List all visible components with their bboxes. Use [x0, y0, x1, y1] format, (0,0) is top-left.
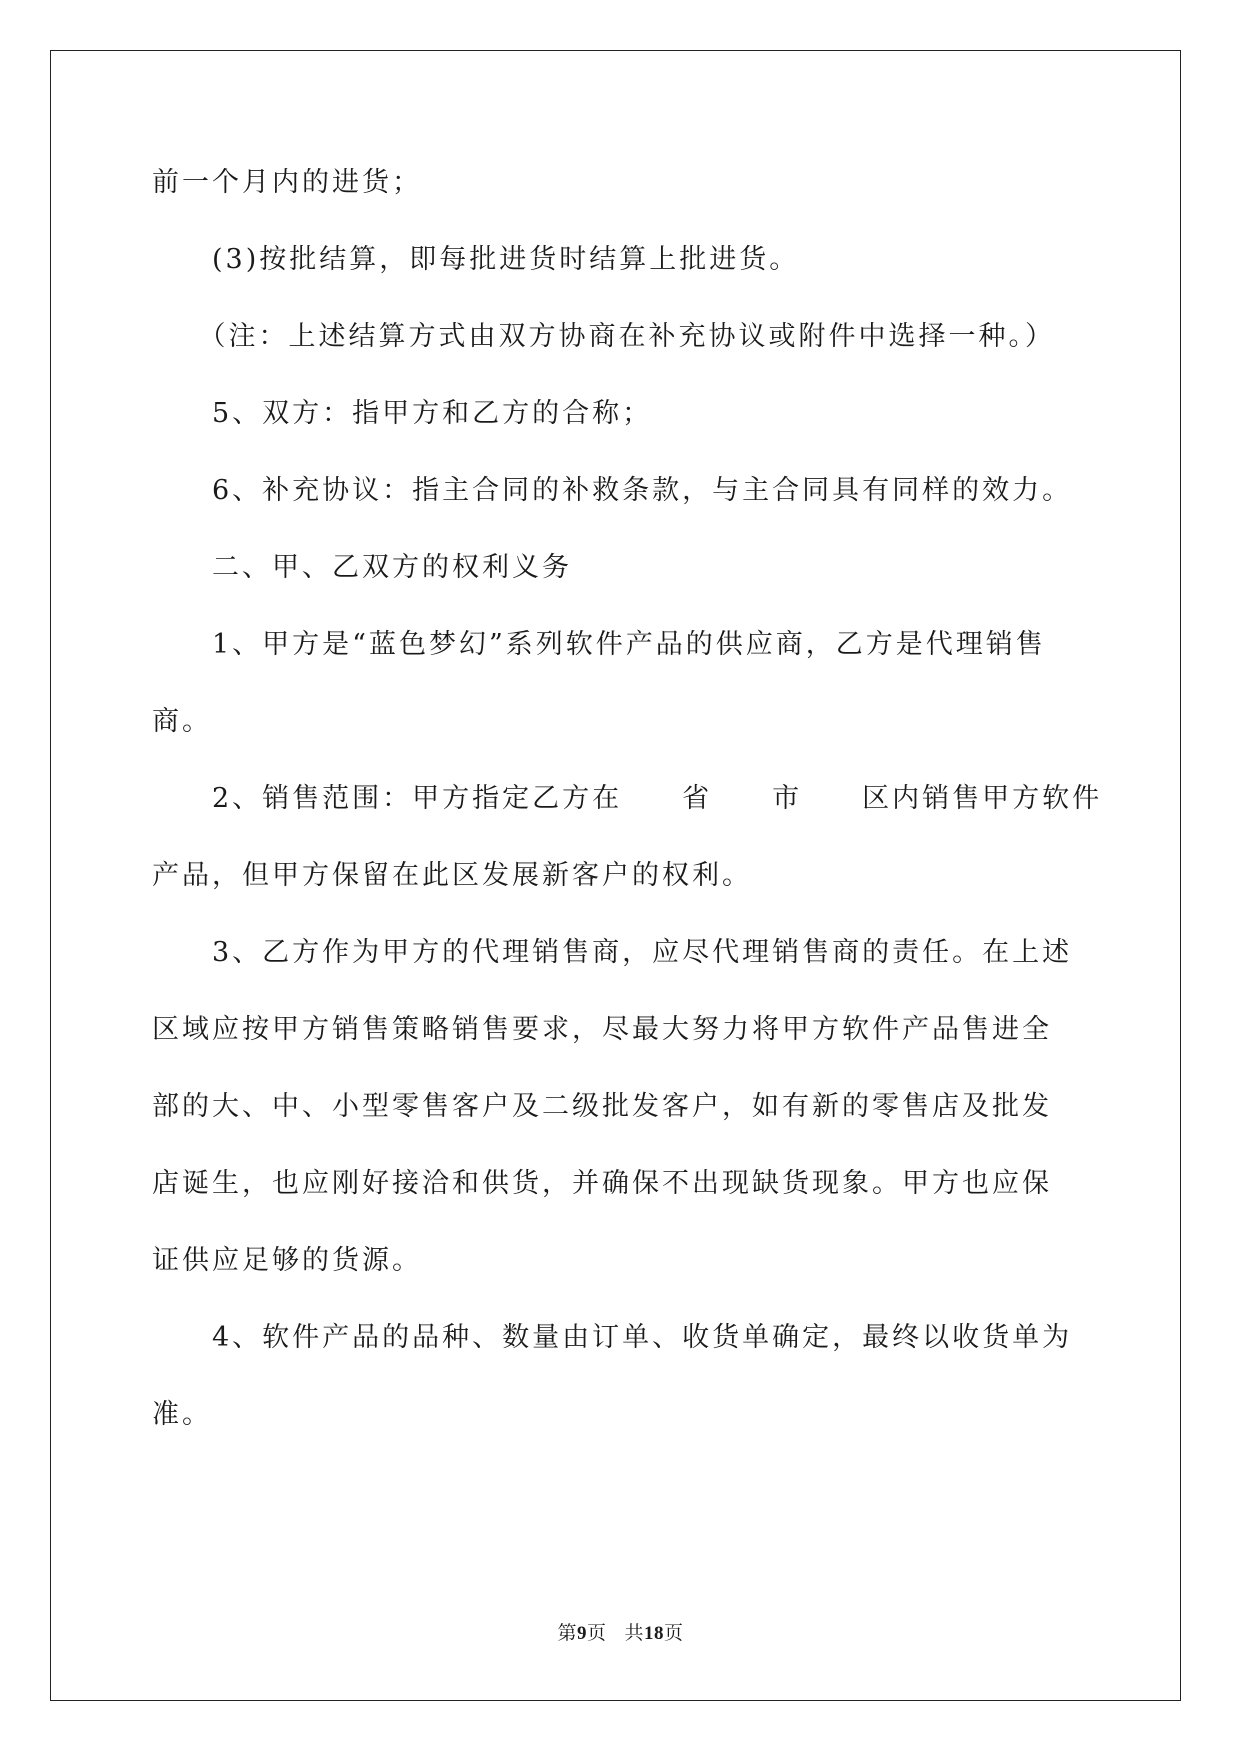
section-heading: 二、甲、乙双方的权利义务	[152, 552, 572, 583]
text-line-15: 证供应足够的货源。	[152, 1245, 422, 1276]
page-suffix: 页	[586, 1623, 607, 1644]
text-line-3: （注：上述结算方式由双方协商在补充协议或附件中选择一种。）	[152, 321, 1055, 352]
text-line-17: 准。	[152, 1399, 212, 1430]
text-line-11: 3、乙方作为甲方的代理销售商，应尽代理销售商的责任。在上述	[152, 937, 1073, 968]
total-suffix: 页	[664, 1623, 684, 1644]
text-line-1: 前一个月内的进货；	[152, 167, 422, 198]
page-prefix: 第	[557, 1623, 577, 1644]
text-line-14: 店诞生，也应刚好接洽和供货，并确保不出现缺货现象。甲方也应保	[152, 1168, 1052, 1199]
text-line-16: 4、软件产品的品种、数量由订单、收货单确定，最终以收货单为	[152, 1322, 1073, 1353]
total-prefix: 共	[624, 1623, 645, 1644]
text-line-9: 2、销售范围：甲方指定乙方在 省 市 区内销售甲方软件	[152, 783, 1103, 814]
text-line-10: 产品，但甲方保留在此区发展新客户的权利。	[152, 860, 752, 891]
text-line-12: 区域应按甲方销售策略销售要求，尽最大努力将甲方软件产品售进全	[152, 1014, 1052, 1045]
text-line-13: 部的大、中、小型零售客户及二级批发客户，如有新的零售店及批发	[152, 1091, 1052, 1122]
text-line-2: (3)按批结算，即每批进货时结算上批进货。	[152, 244, 800, 275]
page-footer	[0, 1618, 1241, 1645]
page-number: 9	[576, 1623, 587, 1644]
text-line-4: 5、双方：指甲方和乙方的合称；	[152, 398, 653, 429]
total-pages: 18	[644, 1623, 665, 1644]
text-line-5: 6、补充协议：指主合同的补救条款，与主合同具有同样的效力。	[152, 475, 1073, 506]
text-line-8: 商。	[152, 706, 212, 737]
text-line-7: 1、甲方是“蓝色梦幻”系列软件产品的供应商，乙方是代理销售	[152, 629, 1046, 660]
